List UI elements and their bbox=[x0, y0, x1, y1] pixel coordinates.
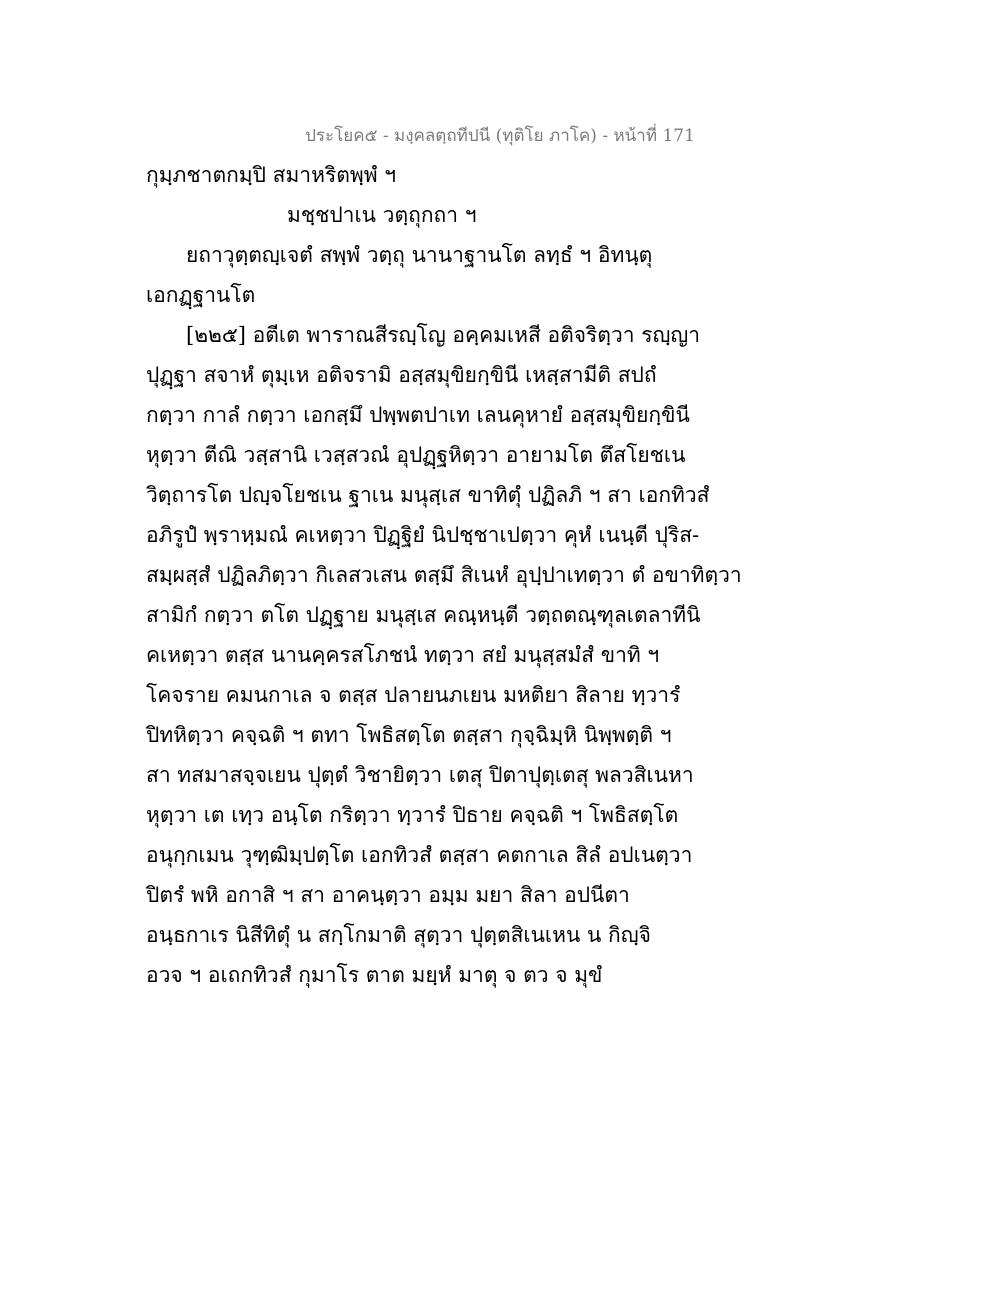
text-line: สมฺผสฺสํ ปฏิลภิตฺวา กิเลสวเสน ตสฺมึ สิเนหํ อุปฺปาเทตฺวา ตํ อขาทิตฺวา bbox=[146, 563, 742, 587]
text-line: อนฺธกาเร นิสีทิตุํ น สกฺโกมาติ สุตฺวา ปุตฺตสิเนเหน น กิญฺจิ bbox=[146, 923, 651, 947]
text-line: หุตฺวา ตีณิ วสฺสานิ เวสฺสวณํ อุปฏฺฐหิตฺวา อายามโต ตึสโยชเน bbox=[146, 443, 686, 467]
text-line: วิตฺถารโต ปญฺจโยชเน ฐาเน มนุสฺเส ขาทิตุํ ปฏิลภิ ฯ สา เอกทิวสํ bbox=[146, 483, 710, 507]
text-line: โคจราย คมนกาเล จ ตสฺส ปลายนภเยน มหติยา สิลาย ทฺวารํ bbox=[146, 683, 681, 707]
text-line: อนุกฺกเมน วุฑฺฒิมฺปตฺโต เอกทิวสํ ตสฺสา คตกาเล สิลํ อปเนตฺวา bbox=[146, 843, 693, 867]
text-line: ปุฏฺฐา สจาหํ ตุมฺเห อติจรามิ อสฺสมุขิยกฺขินี เหสฺสามีติ สปถํ bbox=[146, 363, 657, 387]
text-line: อวจ ฯ อเถกทิวสํ กุมาโร ตาต มยฺหํ มาตุ จ ตว จ มุขํ bbox=[146, 963, 603, 987]
page-header: ประโยค๕ - มงฺคลตฺถทีปนี (ทุติโย ภาโค) - หน้าที่ 171 bbox=[305, 126, 695, 146]
section-title: มชฺชปาเน วตฺถุกถา ฯ bbox=[287, 203, 477, 227]
text-line: คเหตฺวา ตสฺส นานคฺครสโภชนํ ทตฺวา สยํ มนุสฺสมํสํ ขาทิ ฯ bbox=[146, 643, 660, 667]
text-line: อภิรูปํ พฺราหฺมณํ คเหตฺวา ปิฏฺฐิยํ นิปชฺชาเปตฺวา คุหํ เนนฺตี ปุริส- bbox=[146, 523, 700, 547]
text-line: [๒๒๕] อตีเต พาราณสีรญฺโญ อคฺคมเหสี อติจริตฺวา รญฺญา bbox=[186, 323, 701, 347]
text-line: สา ทสมาสจฺจเยน ปุตฺตํ วิชายิตฺวา เตสุ ปิตาปุตฺเตสุ พลวสิเนหา bbox=[146, 763, 694, 787]
text-line: สามิกํ กตฺวา ตโต ปฏฺฐาย มนุสฺเส คณฺหนฺตี วตฺถตณฺฑุลเตลาทีนิ bbox=[146, 603, 701, 627]
text-line: ปิทหิตฺวา คจฺฉติ ฯ ตทา โพธิสตฺโต ตสฺสา กุจฺฉิมฺหิ นิพฺพตฺติ ฯ bbox=[146, 723, 672, 747]
text-line: หุตฺวา เต เทฺว อนฺโต กริตฺวา ทฺวารํ ปิธาย คจฺฉติ ฯ โพธิสตฺโต bbox=[146, 803, 679, 827]
text-line: ปิตรํ พหิ อกาสิ ฯ สา อาคนฺตฺวา อมฺม มยา สิลา อปนีตา bbox=[146, 883, 630, 907]
text-line: กุมฺภชาตกมฺปิ สมาหริตพฺพํ ฯ bbox=[146, 163, 397, 187]
text-line: เอกฏฺฐานโต bbox=[146, 283, 256, 307]
text-line: กตฺวา กาลํ กตฺวา เอกสฺมึ ปพฺพตปาเท เลนคุหายํ อสฺสมุขิยกฺขินี bbox=[146, 403, 690, 427]
text-line: ยถาวุตฺตญฺเจตํ สพฺพํ วตฺถุ นานาฐานโต ลทฺธํ ฯ อิทนฺตุ bbox=[186, 243, 653, 267]
